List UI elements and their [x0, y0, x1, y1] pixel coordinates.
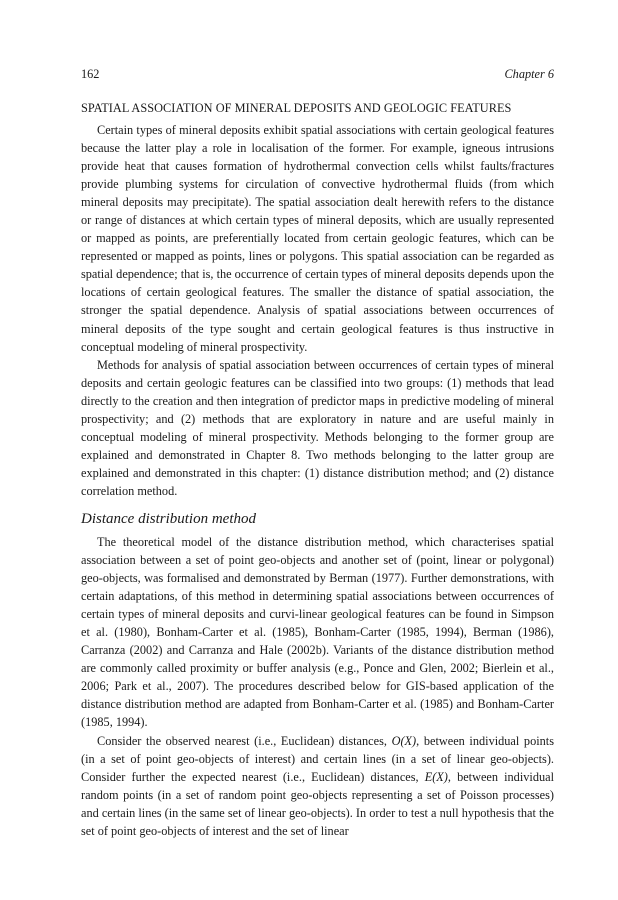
paragraph-intro: Certain types of mineral deposits exhibit spatial associations with certain geological features because the latter play a role in localisation of the former. For example, igneous intrusions provide heat that causes formation of hydrothermal convection cells whilst faults/fractures provide plumbing systems for circulation of convective hydrothermal fluids (from which mineral deposits may precipitate). The spatial association dealt herewith refers to the distance or range of distances at which certain types of mineral deposits, which are usually represented or mapped as points, are preferentially located from certain geologic features, which can be represented or mapped as points, lines or polygons. This spatial association can be regarded as spatial dependence; that is, the occurrence of certain types of mineral deposits depends upon the locations of certain geological features. The smaller the distance of spatial association, the stronger the spatial dependence. Analysis of spatial associations between occurrences of mineral deposits of the type sought and certain geological features is thus instructive in conceptual modeling of mineral prospectivity.: [81, 123, 554, 354]
paragraph-methods: Methods for analysis of spatial association between occurrences of certain types of mineral deposits and certain geologic features can be classified into two groups: (1) methods that lead directly to the creation and then integration of predictor maps in predictive modeling of mineral prospectivity; and (2) methods that are exploratory in nature and are useful mainly in conceptual modeling of mineral prospectivity. Methods belonging to the former group are explained and demonstrated in Chapter 8. Two methods belonging to the latter group are explained and demonstrated in this chapter: (1) distance distribution method; and (2) distance correlation method.: [81, 357, 554, 498]
chapter-label: Chapter 6: [504, 67, 554, 81]
expected-distance-symbol: E(X): [424, 769, 448, 784]
page-number: 162: [81, 67, 100, 81]
subheading-distance-distribution: Distance distribution method: [81, 510, 256, 527]
text-run: , between individual points (in a set of point geo-objects of interest) and certain lines (in a set of linear geo-objects). Consider further the expected nearest (i.e., Euclidean) distances,: [81, 733, 554, 784]
paragraph-theory: The theoretical model of the distance distribution method, which characterises spatial association between a set of point geo-objects and another set of (point, linear or polygonal) geo-objects, was formalised and demonstrated by Berman (1977). Further demonstrations, with certain adaptations, of this method in determining spatial associations between occurrences of certain types of mineral deposits and curvi-linear geological features can be found in Simpson et al. (1980), Bonham-Carter et al. (1985), Bonham-Carter (1985, 1994), Berman (1986), Carranza (2002) and Carranza and Hale (2002b). Variants of the distance distribution method are commonly called proximity or buffer analysis (e.g., Ponce and Glen, 2002; Bierlein et al., 2006; Park et al., 2007). The procedures described below for GIS-based application of the distance distribution method are adapted from Bonham-Carter et al. (1985) and Bonham-Carter (1985, 1994).: [81, 534, 554, 730]
section-title: SPATIAL ASSOCIATION OF MINERAL DEPOSITS AND GEOLOGIC FEATURES: [81, 101, 512, 115]
text-run: , between individual random points (in a set of random point geo-objects representing a set of Poisson processes) and certain lines (in the same set of linear geo-objects). In order to test a null hypothesis that the set of point geo-objects of interest and the set of linear: [81, 769, 554, 838]
observed-distance-symbol: O(X): [391, 733, 417, 748]
page: [81, 66, 554, 840]
running-header: [81, 66, 554, 82]
text-run: Consider the observed nearest (i.e., Euclidean) distances,: [97, 733, 392, 748]
paragraph-observed-distances: [81, 732, 554, 840]
